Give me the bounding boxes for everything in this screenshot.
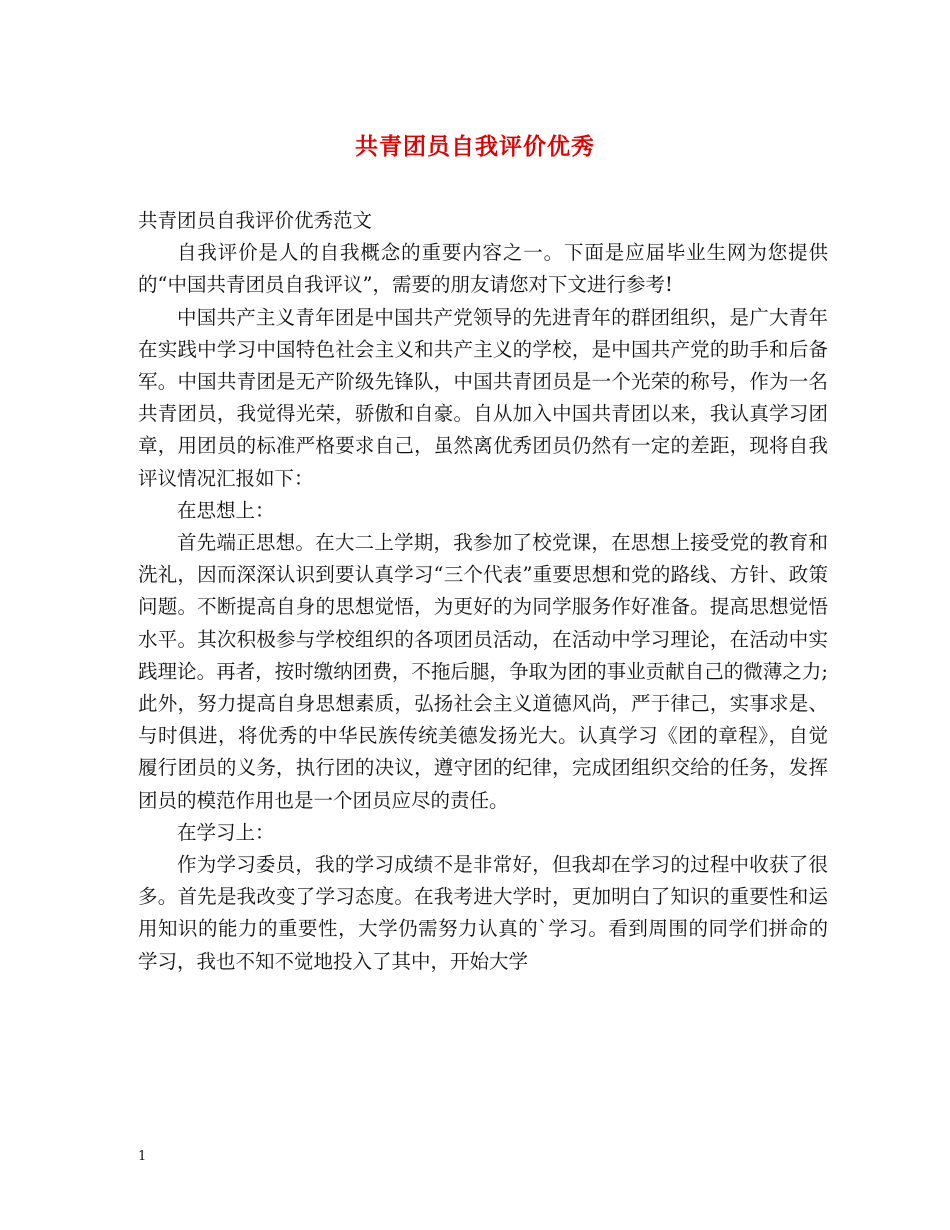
page-number: 1 <box>138 1149 147 1164</box>
paragraph: 中国共产主义青年团是中国共产党领导的先进青年的群团组织，是广大青年在实践中学习中国特色社会主义和共产主义的学校，是中国共产党的助手和后备军。中国共青团是无产阶级先锋队，中国共青团员是一个光荣的称号，作为一名共青团员，我觉得光荣，骄傲和自豪。自从加入中国共青团以来，我认真学习团章，用团员的标准严格要求自己，虽然离优秀团员仍然有一定的差距，现将自我评议情况汇报如下： <box>138 305 828 490</box>
document-subtitle: 共青团员自我评价优秀范文 <box>138 209 373 232</box>
paragraph: 首先端正思想。在大二上学期，我参加了校党课，在思想上接受党的教育和洗礼，因而深深认识到要认真学习“三个代表”重要思想和党的路线、方针、政策问题。不断提高自身的思想觉悟，为更好的为同学服务作好准备。提高思想觉悟水平。其次积极参与学校组织的各项团员活动，在活动中学习理论，在活动中实践理论。再者，按时缴纳团费，不拖后腿，争取为团的事业贡献自己的微薄之力;此外，努力提高自身思想素质，弘扬社会主义道德风尚，严于律己，实事求是、与时俱进，将优秀的中华民族传统美德发扬光大。认真学习《团的章程》，自觉履行团员的义务，执行团的决议，遵守团的纪律，完成团组织交给的任务，发挥团员的模范作用也是一个团员应尽的责任。 <box>138 531 828 812</box>
document-title: 共青团员自我评价优秀 <box>355 133 595 160</box>
paragraph: 作为学习委员，我的学习成绩不是非常好，但我却在学习的过程中收获了很多。首先是我改变了学习态度。在我考进大学时，更加明白了知识的重要性和运用知识的能力的重要性，大学仍需努力认真的`学习。看到周围的同学们拼命的学习，我也不知不觉地投入了其中，开始大学 <box>138 853 828 973</box>
document-body <box>138 205 828 978</box>
paragraph: 自我评价是人的自我概念的重要内容之一。下面是应届毕业生网为您提供的“中国共青团员自我评议”，需要的朋友请您对下文进行参考! <box>138 241 828 297</box>
section-heading: 在思想上： <box>177 498 275 522</box>
section-heading: 在学习上： <box>177 820 275 844</box>
